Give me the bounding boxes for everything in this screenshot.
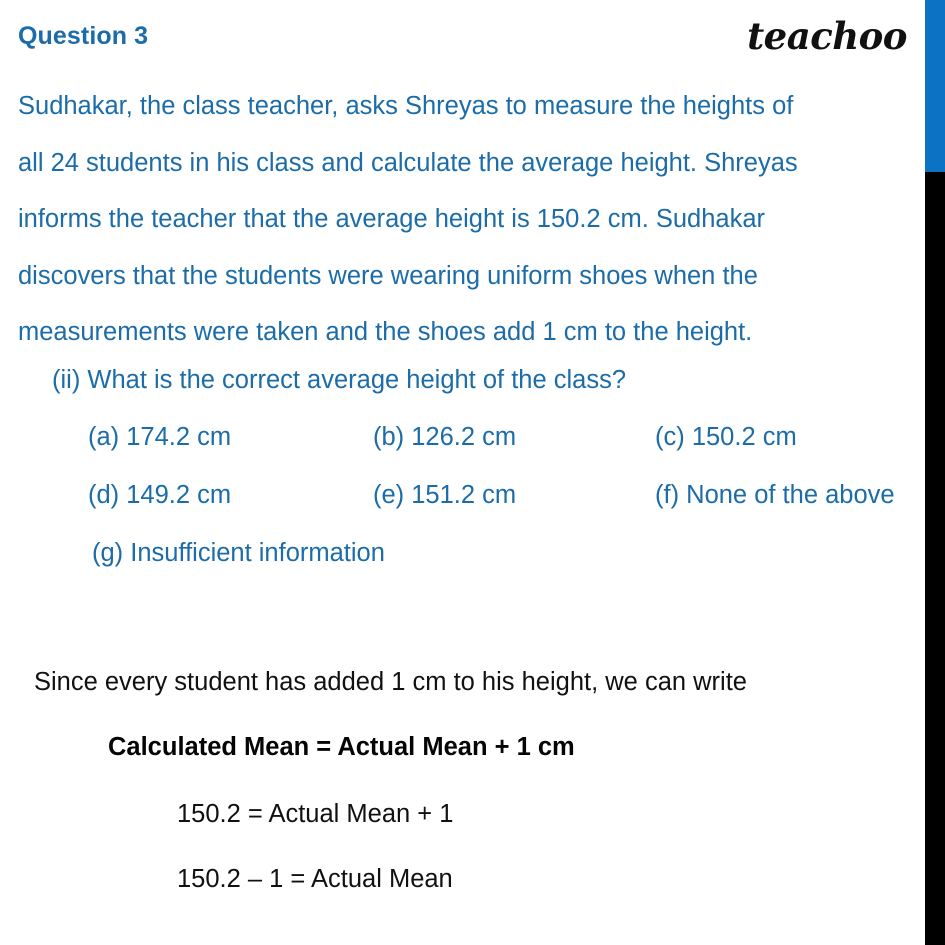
question-text [18,78,918,361]
question-line: Sudhakar, the class teacher, asks Shreyas to measure the heights of [18,92,794,120]
teachoo-logo: teachoo [747,14,907,58]
right-edge-blue-bar [925,0,945,172]
option-a[interactable]: (a) 174.2 cm [88,423,232,451]
solution-intro-text: Since every student has added 1 cm to his height, we can write [34,668,747,696]
option-d[interactable]: (d) 149.2 cm [88,481,232,509]
solution-formula: Calculated Mean = Actual Mean + 1 cm [108,733,575,761]
solution-equation-1: 150.2 = Actual Mean + 1 [177,800,454,828]
option-f[interactable]: (f) None of the above [655,481,895,509]
sub-question-text: (ii) What is the correct average height of the class? [52,366,627,394]
page-title: Question 3 [18,22,149,50]
question-line: discovers that the students were wearing uniform shoes when the [18,261,758,290]
option-c[interactable]: (c) 150.2 cm [655,423,797,451]
solution-equation-2: 150.2 – 1 = Actual Mean [177,865,453,893]
question-line: all 24 students in his class and calculate the average height. Shreyas [18,148,798,177]
option-g[interactable]: (g) Insufficient information [92,539,385,567]
option-row [0,423,945,481]
answer-options [0,423,945,597]
question-line: measurements were taken and the shoes add 1 cm to the height. [18,318,753,346]
question-line: informs the teacher that the average height is 150.2 cm. Sudhakar [18,205,766,233]
option-e[interactable]: (e) 151.2 cm [373,481,517,509]
option-row [0,481,945,539]
option-b[interactable]: (b) 126.2 cm [373,423,517,451]
option-row [0,539,945,597]
